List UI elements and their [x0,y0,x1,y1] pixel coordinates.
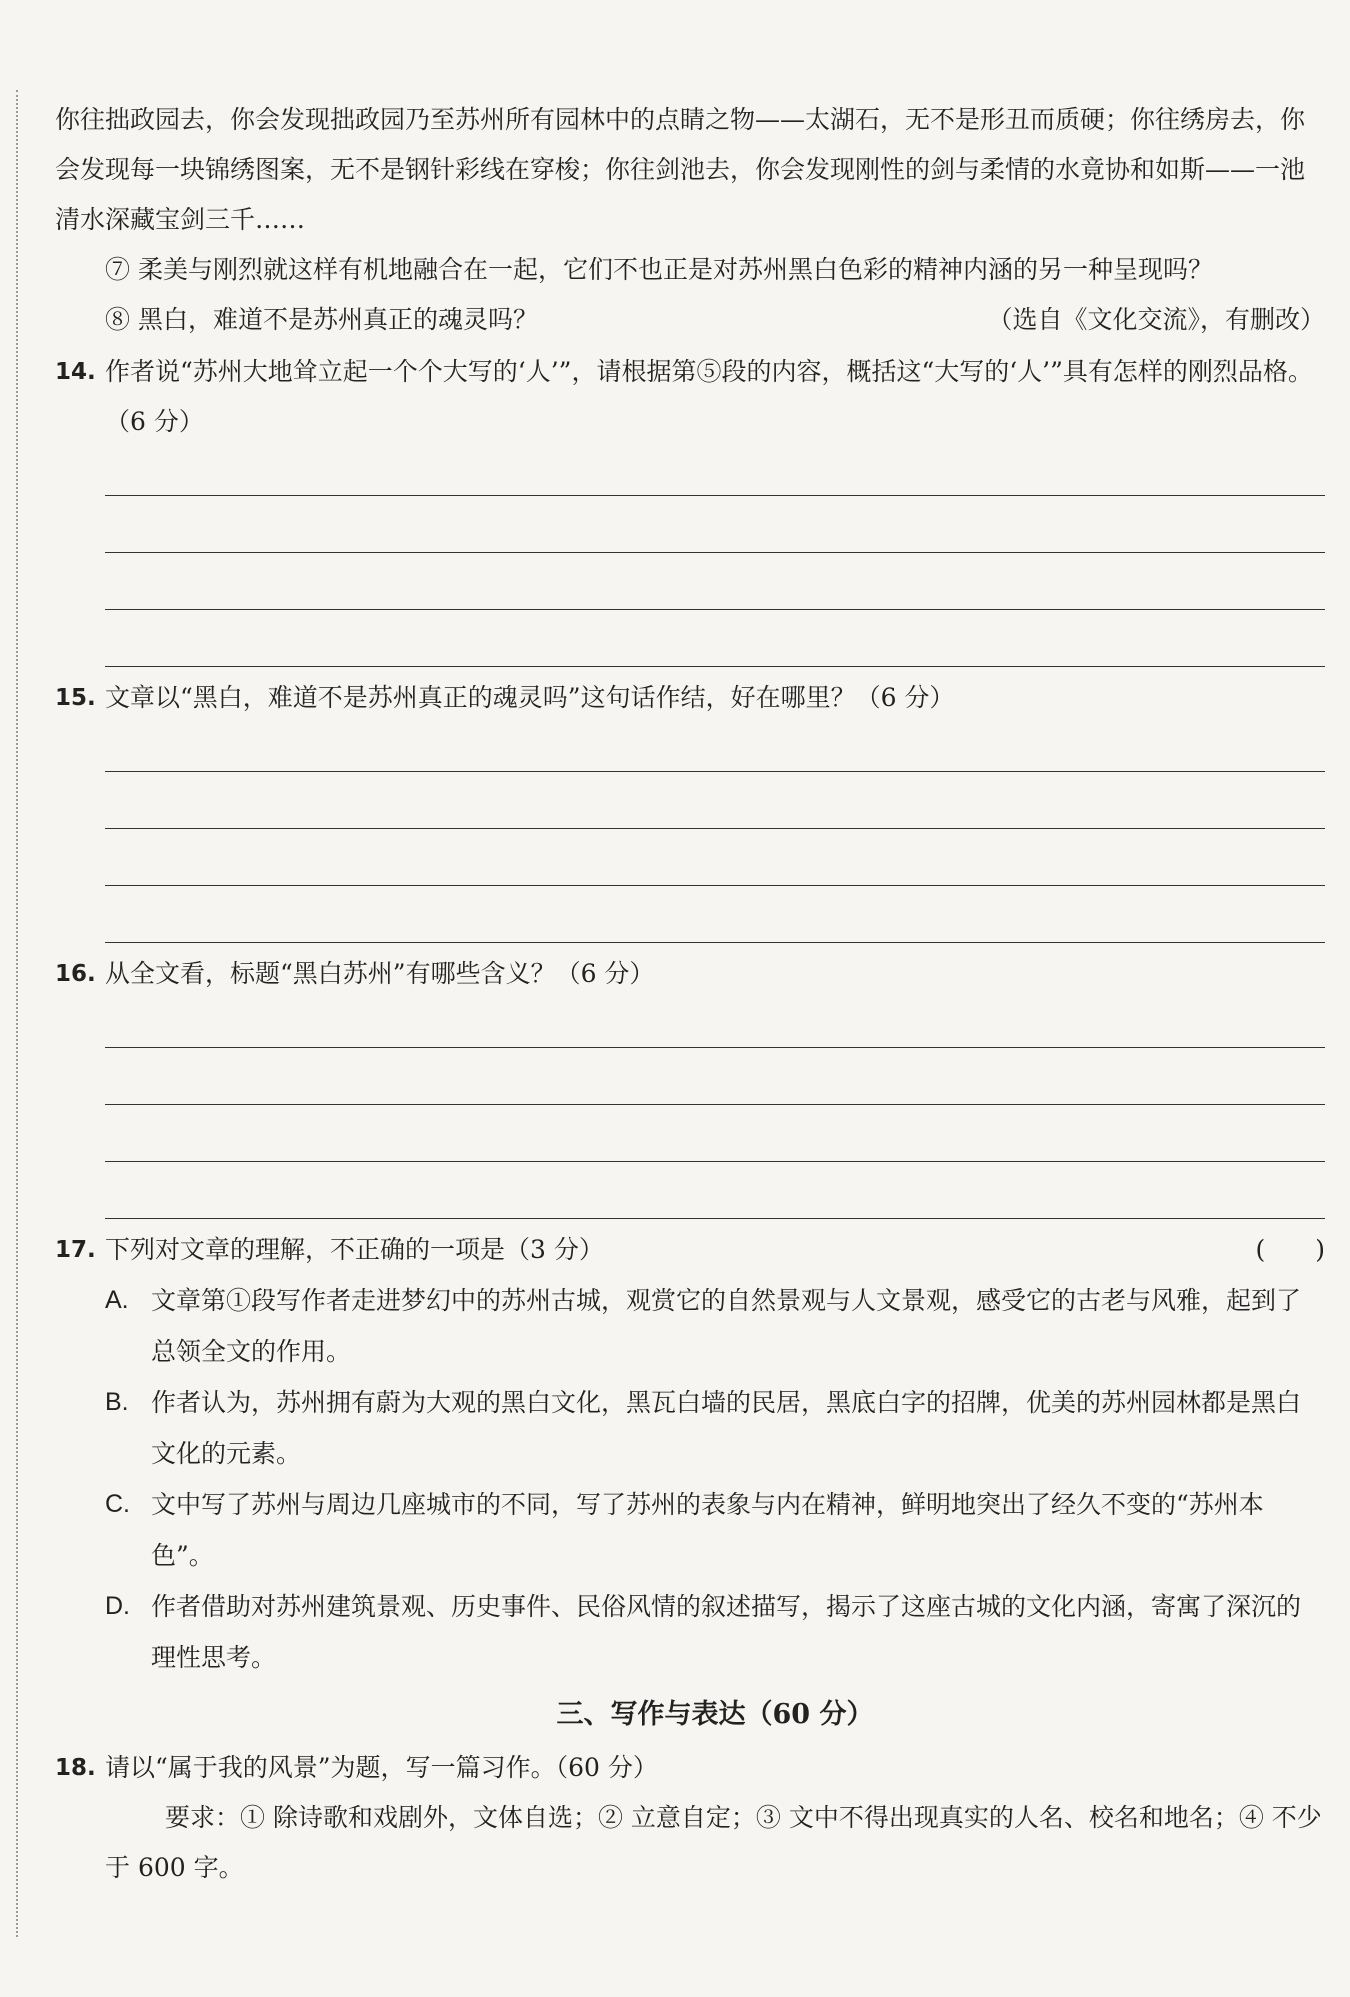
question-text: 作者说“苏州大地耸立起一个个大写的‘人’”，请根据第⑤段的内容，概括这“大写的‘人’”具有怎样的刚烈品格。（6 分） [105,357,1313,436]
question-17 [55,1225,1325,1275]
option-text: 文章第①段写作者走进梦幻中的苏州古城，观赏它的自然景观与人文景观，感受它的古老与风雅，起到了总领全文的作用。 [151,1286,1302,1366]
option-letter: A. [105,1286,129,1314]
passage-continuation: 你往拙政园去，你会发现拙政园乃至苏州所有园林中的点睛之物——太湖石，无不是形丑而质硬；你往绣房去，你会发现每一块锦绣图案，无不是钢针彩线在穿梭；你往剑池去，你会发现刚性的剑与柔情的水竟协和如斯——一池清水深藏宝剑三千…… [55,105,1306,234]
question-15 [55,673,1325,723]
passage-paragraph-8: ⑧ 黑白，难道不是苏州真正的魂灵吗？ [105,305,538,334]
question-text: 下列对文章的理解，不正确的一项是（3 分） [105,1235,604,1264]
answer-area-14[interactable] [55,455,1325,667]
option-text: 文中写了苏州与周边几座城市的不同，写了苏州的表象与内在精神，鲜明地突出了经久不变的“苏州本色”。 [151,1490,1264,1570]
question-number: 18. [55,1755,96,1781]
answer-line[interactable] [105,1105,1325,1162]
answer-line[interactable] [105,886,1325,943]
section-title: 三、写作与表达（60 分） [556,1699,874,1730]
answer-line[interactable] [105,455,1325,496]
passage-paragraph-7: ⑦ 柔美与刚烈就这样有机地融合在一起，它们不也正是对苏州黑白色彩的精神内涵的另一种呈现吗？ [105,255,1213,284]
answer-line[interactable] [105,1162,1325,1219]
exam-page [55,95,1325,1893]
answer-area-16[interactable] [55,1007,1325,1219]
answer-line[interactable] [105,496,1325,553]
requirements-text: 要求：① 除诗歌和戏剧外，文体自选；② 立意自定；③ 文中不得出现真实的人名、校名和地名；④ 不少于 600 字。 [105,1803,1322,1882]
answer-line[interactable] [105,553,1325,610]
question-text: 从全文看，标题“黑白苏州”有哪些含义？（6 分） [105,959,655,988]
question-number: 15. [55,685,96,711]
writing-requirements [55,1793,1325,1893]
option-b[interactable] [105,1377,1325,1479]
answer-line[interactable] [105,610,1325,667]
binding-margin-line [16,90,18,1937]
option-letter: D. [105,1592,130,1620]
question-text: 请以“属于我的风景”为题，写一篇习作。（60 分） [105,1753,658,1782]
question-18 [55,1743,1325,1793]
option-text: 作者借助对苏州建筑景观、历史事件、民俗风情的叙述描写，揭示了这座古城的文化内涵，寄寓了深沉的理性思考。 [151,1592,1302,1672]
option-text: 作者认为，苏州拥有蔚为大观的黑白文化，黑瓦白墙的民居，黑底白字的招牌，优美的苏州园林都是黑白文化的元素。 [151,1388,1302,1468]
question-14 [55,347,1325,447]
answer-line[interactable] [105,1007,1325,1048]
option-d[interactable] [105,1581,1325,1683]
answer-line[interactable] [105,829,1325,886]
answer-line[interactable] [105,731,1325,772]
option-letter: B. [105,1388,129,1416]
answer-bracket[interactable]: ( ) [1255,1235,1325,1264]
passage-source: （选自《文化交流》，有删改） [987,305,1325,334]
question-text: 文章以“黑白，难道不是苏州真正的魂灵吗”这句话作结，好在哪里？（6 分） [105,683,955,712]
answer-area-15[interactable] [55,731,1325,943]
question-16 [55,949,1325,999]
question-number: 14. [55,359,96,385]
option-a[interactable] [105,1275,1325,1377]
option-c[interactable] [105,1479,1325,1581]
question-number: 16. [55,961,96,987]
options-list [55,1275,1325,1683]
question-text-row [105,1225,1325,1275]
answer-line[interactable] [105,1048,1325,1105]
question-number: 17. [55,1237,96,1263]
answer-line[interactable] [105,772,1325,829]
option-letter: C. [105,1490,130,1518]
passage-paragraph-8-row [55,295,1325,345]
